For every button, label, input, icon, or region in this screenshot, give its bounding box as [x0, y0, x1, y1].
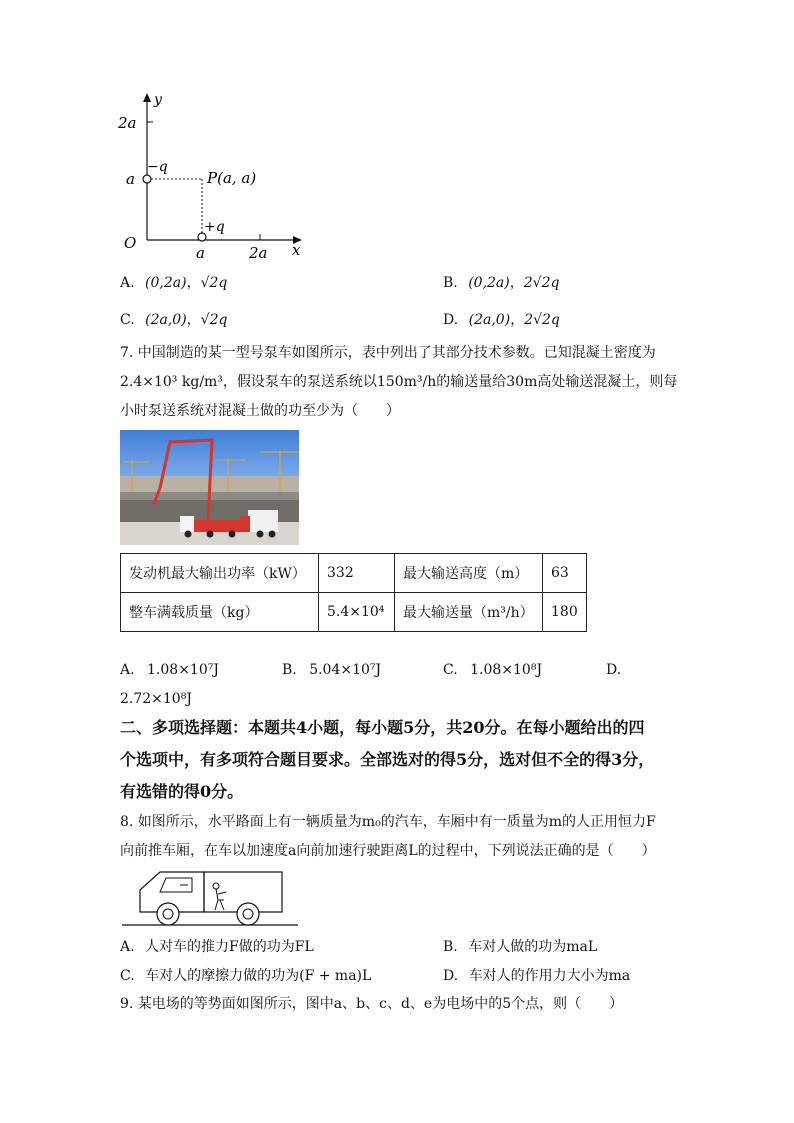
point-p-label: P(a, a) — [207, 169, 257, 187]
section-2-line-1: 二、多项选择题：本题共4小题，每小题5分，共20分。在每小题给出的四 — [120, 718, 645, 737]
pump-truck-photo — [120, 430, 299, 545]
option-text: 车对人做的功为maL — [468, 939, 598, 955]
x-tick-label-a: a — [196, 244, 205, 262]
section-2-line-2: 个选项中，有多项符合题目要求。全部选对的得5分，选对但不全的得3分， — [120, 750, 655, 769]
option-text: 车对人的摩擦力做的功为(F + ma)L — [145, 968, 372, 984]
q7-option-d-letter[interactable]: D. — [606, 662, 622, 678]
q6-option-c[interactable]: C. (2a,0)，√2q — [120, 312, 228, 328]
table-cell: 最大输送高度（m） — [395, 554, 543, 593]
option-charge: √2q — [200, 275, 228, 291]
table-cell: 发动机最大输出功率（kW） — [121, 554, 319, 593]
option-value: 5.04×10⁷J — [309, 662, 382, 678]
option-letter: B. — [443, 939, 458, 955]
x-axis-label: x — [292, 241, 301, 259]
table-row — [121, 554, 587, 593]
origin-label: O — [124, 234, 137, 252]
q8-option-a[interactable] — [120, 937, 314, 957]
option-position: (0,2a) — [468, 275, 510, 291]
option-letter: D. — [443, 312, 459, 328]
q6-option-b[interactable]: B. (0,2a)，2√2q — [443, 275, 560, 291]
q8-line-2: 向前推车厢，在车以加速度a向前加速行驶距离L的过程中，下列说法正确的是（ ） — [120, 843, 656, 859]
table-cell: 最大输送量（m³/h） — [395, 593, 543, 632]
positive-charge-label: +q — [204, 219, 225, 235]
table-cell: 63 — [543, 554, 587, 593]
q7-option-b[interactable] — [282, 660, 381, 680]
q8-option-b[interactable] — [443, 937, 597, 957]
y-axis-label: y — [154, 92, 162, 108]
option-position: (0,2a) — [145, 275, 187, 291]
table-cell: 整车满载质量（kg） — [121, 593, 319, 632]
q9-line-1: 9. 某电场的等势面如图所示，图中a、b、c、d、e为电场中的5个点，则（ ） — [120, 996, 624, 1012]
negative-charge-label: −q — [147, 159, 168, 175]
q7-option-d-value[interactable]: 2.72×10⁸J — [120, 691, 192, 707]
q8-line-1: 8. 如图所示，水平路面上有一辆质量为m₀的汽车，车厢中有一质量为m的人正用恒力F — [120, 814, 656, 830]
q7-line-3: 小时泵送系统对混凝土做的功至少为（ ） — [120, 403, 400, 419]
q7-option-a[interactable] — [120, 660, 219, 680]
q8-option-c[interactable] — [120, 966, 371, 986]
y-axis-arrow — [143, 93, 151, 102]
option-letter: C. — [120, 312, 135, 328]
option-letter: B. — [282, 662, 297, 678]
table-cell: 5.4×10⁴ — [319, 593, 395, 632]
option-value: 1.08×10⁸J — [470, 662, 543, 678]
q7-option-c[interactable] — [443, 660, 542, 680]
option-letter: A. — [120, 275, 135, 291]
q6-option-a[interactable]: A. (0,2a)，√2q — [120, 275, 228, 291]
section-2-line-3: 有选错的得0分。 — [120, 782, 244, 801]
table-cell: 180 — [543, 593, 587, 632]
y-tick-label-a: a — [126, 170, 135, 188]
option-letter: B. — [443, 275, 458, 291]
option-charge: 2√2q — [524, 312, 560, 328]
charge-coordinate-diagram — [110, 88, 320, 263]
option-letter: A. — [120, 662, 135, 678]
option-position: (2a,0) — [468, 312, 511, 328]
option-letter: A. — [120, 939, 135, 955]
option-text: 车对人的作用力大小为ma — [468, 968, 631, 984]
q6-option-d[interactable]: D. (2a,0)，2√2q — [443, 312, 560, 328]
car-with-person-figure — [120, 862, 300, 930]
q7-line-1: 7. 中国制造的某一型号泵车如图所示，表中列出了其部分技术参数。已知混凝土密度为 — [120, 345, 656, 361]
y-tick-label-2a: 2a — [118, 114, 137, 132]
option-letter: C. — [120, 968, 135, 984]
table-row — [121, 593, 587, 632]
option-letter: C. — [443, 662, 458, 678]
option-value: 1.08×10⁷J — [147, 662, 219, 678]
option-charge: √2q — [200, 312, 228, 328]
option-letter: D. — [443, 968, 459, 984]
table-cell: 332 — [319, 554, 395, 593]
q7-line-2: 2.4×10³ kg/m³，假设泵车的泵送系统以150m³/h的输送量给30m高处输送混凝土，则每 — [120, 374, 678, 390]
option-text: 人对车的推力F做的功为FL — [145, 939, 314, 955]
option-position: (2a,0) — [145, 312, 187, 328]
option-charge: 2√2q — [523, 275, 560, 291]
q8-option-d[interactable] — [443, 966, 630, 986]
x-tick-label-2a: 2a — [249, 244, 268, 262]
negative-charge — [143, 175, 151, 183]
pump-truck-parameter-table — [120, 553, 587, 632]
